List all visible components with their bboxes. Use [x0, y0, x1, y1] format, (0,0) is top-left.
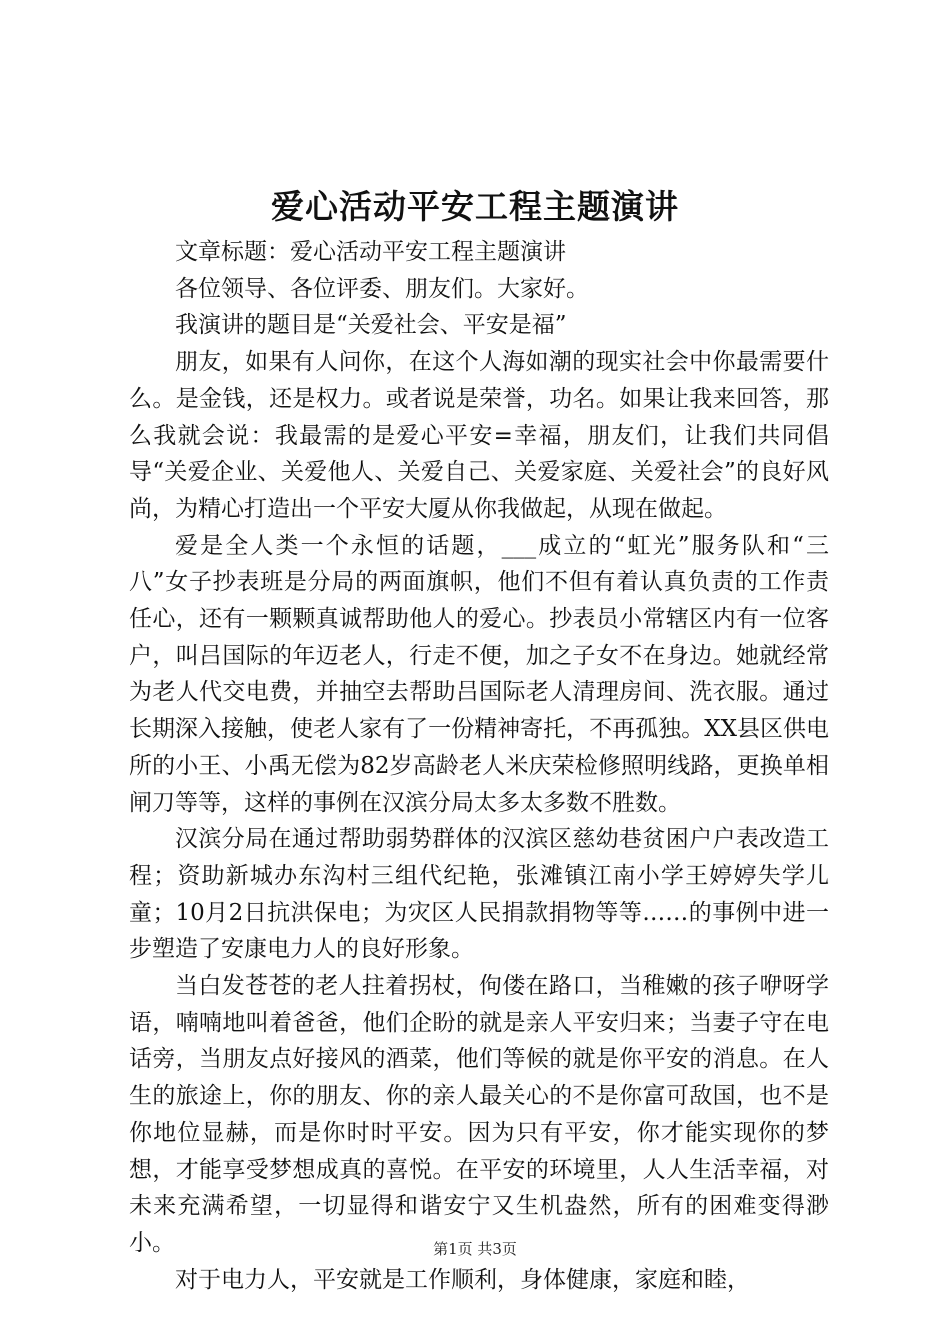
paragraph-body-5: 对于电力人，平安就是工作顺利，身体健康，家庭和睦，: [175, 1266, 750, 1293]
document-title: 爱心活动平安工程主题演讲: [271, 187, 679, 226]
paragraph-greeting: 各位领导、各位评委、朋友们。大家好。: [175, 275, 589, 302]
paragraph-article-title: 文章标题：爱心活动平安工程主题演讲: [175, 239, 566, 265]
paragraph-body-4: 当白发苍苍的老人拄着拐杖，佝偻在路口，当稚嫩的孩子咿呀学语，喃喃地叫着爸爸，他们企盼的就是亲人平安归来；当妻子守在电话旁，当朋友点好接风的酒菜，他们等候的就是你平安的消息。在人生的旅途上，你的朋友、你的亲人最关心的不是你富可敌国，也不是你地位显赫，而是你时时平安。因为只有平安，你才能实现你的梦想，才能享受梦想成真的喜悦。在平安的环境里，人人生活幸福，对未来充满希望，一切显得和谐安宁又生机盎然，所有的困难变得渺小。: [129, 973, 829, 1256]
paragraph-topic: 我演讲的题目是“关爱社会、平安是福”: [175, 312, 567, 339]
page-footer: 第1页 共3页: [433, 1240, 517, 1258]
paragraph-body-3: 汉滨分局在通过帮助弱势群体的汉滨区慈幼巷贫困户户表改造工程；资助新城办东沟村三组代纪艳，张滩镇江南小学王婷婷失学儿童；10月2日抗洪保电；为灾区人民捐款捐物等等……的事例中进一步塑造了安康电力人的良好形象。: [129, 826, 829, 963]
document-body: [129, 234, 829, 1298]
paragraph-body-1: 朋友，如果有人问你，在这个人海如潮的现实社会中你最需要什么。是金钱，还是权力。或者说是荣誉，功名。如果让我来回答，那么我就会说：我最需的是爱心平安=幸福，朋友们，让我们共同倡导“关爱企业、关爱他人、关爱自己、关爱家庭、关爱社会”的良好风尚，为精心打造出一个平安大厦从你我做起，从现在做起。: [129, 349, 829, 522]
paragraph-body-2: 爱是全人类一个永恒的话题，___成立的“虹光”服务队和“三八”女子抄表班是分局的两面旗帜，他们不但有着认真负责的工作责任心，还有一颗颗真诚帮助他人的爱心。抄表员小常辖区内有一位客户，叫吕国际的年迈老人，行走不便，加之子女不在身边。她就经常为老人代交电费，并抽空去帮助吕国际老人清理房间、洗衣服。通过长期深入接触，使老人家有了一份精神寄托，不再孤独。XX县区供电所的小王、小禹无偿为82岁高龄老人米庆荣检修照明线路，更换单相闸刀等等，这样的事例在汉滨分局太多太多数不胜数。: [129, 532, 829, 816]
